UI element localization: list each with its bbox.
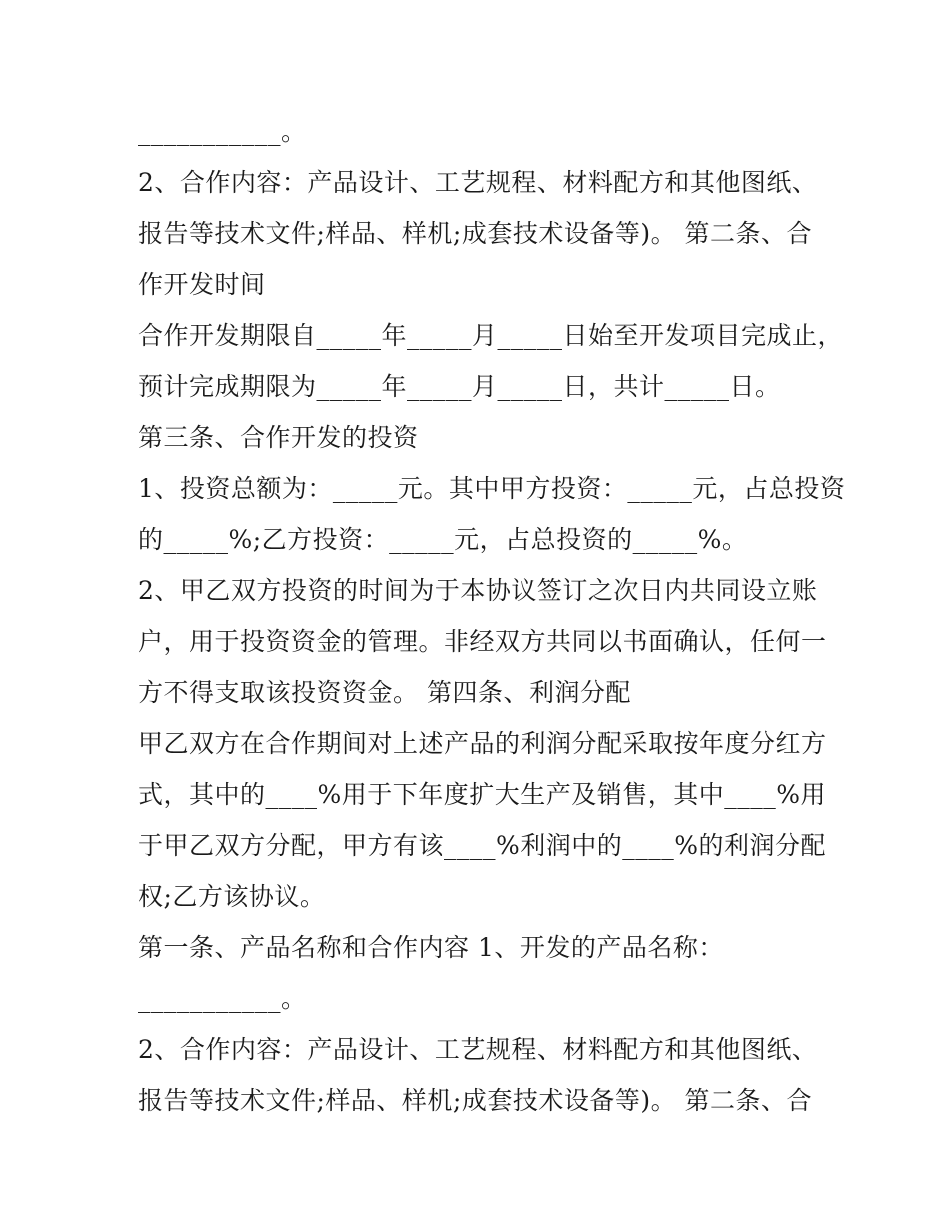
- text-line: 式，其中的____%用于下年度扩大生产及销售，其中____%用: [138, 780, 827, 809]
- text-line: 第三条、合作开发的投资: [138, 423, 419, 452]
- text-line: 预计完成期限为_____年_____月_____日，共计_____日。: [138, 372, 781, 401]
- text-line: 于甲乙双方分配，甲方有该____%利润中的____%的利润分配: [138, 831, 827, 860]
- text-line: 合作开发期限自_____年_____月_____日始至开发项目完成止，: [138, 321, 844, 350]
- text-line: 1、投资总额为：_____元。其中甲方投资：_____元，占总投资: [138, 474, 846, 503]
- text-line: 权;乙方该协议。: [138, 882, 326, 911]
- document-body: [138, 106, 846, 1126]
- text-line: ___________。: [138, 117, 307, 146]
- text-line: 甲乙双方在合作期间对上述产品的利润分配采取按年度分红方: [138, 729, 827, 758]
- text-line: 的_____%;乙方投资：_____元，占总投资的_____%。: [138, 525, 748, 554]
- text-line: 2、合作内容：产品设计、工艺规程、材料配方和其他图纸、: [138, 168, 818, 197]
- text-line: 2、甲乙双方投资的时间为于本协议签订之次日内共同设立账: [138, 576, 818, 605]
- text-line: ___________。: [138, 984, 307, 1013]
- text-line: 报告等技术文件;样品、样机;成套技术设备等)。 第二条、合: [138, 1086, 813, 1115]
- text-line: 作开发时间: [138, 270, 266, 299]
- text-line: 2、合作内容：产品设计、工艺规程、材料配方和其他图纸、: [138, 1035, 818, 1064]
- text-line: 报告等技术文件;样品、样机;成套技术设备等)。 第二条、合: [138, 219, 813, 248]
- text-line: 户，用于投资资金的管理。非经双方共同以书面确认，任何一: [138, 627, 827, 656]
- text-line: 第一条、产品名称和合作内容 1、开发的产品名称：: [138, 933, 724, 962]
- text-line: 方不得支取该投资资金。 第四条、利润分配: [138, 678, 631, 707]
